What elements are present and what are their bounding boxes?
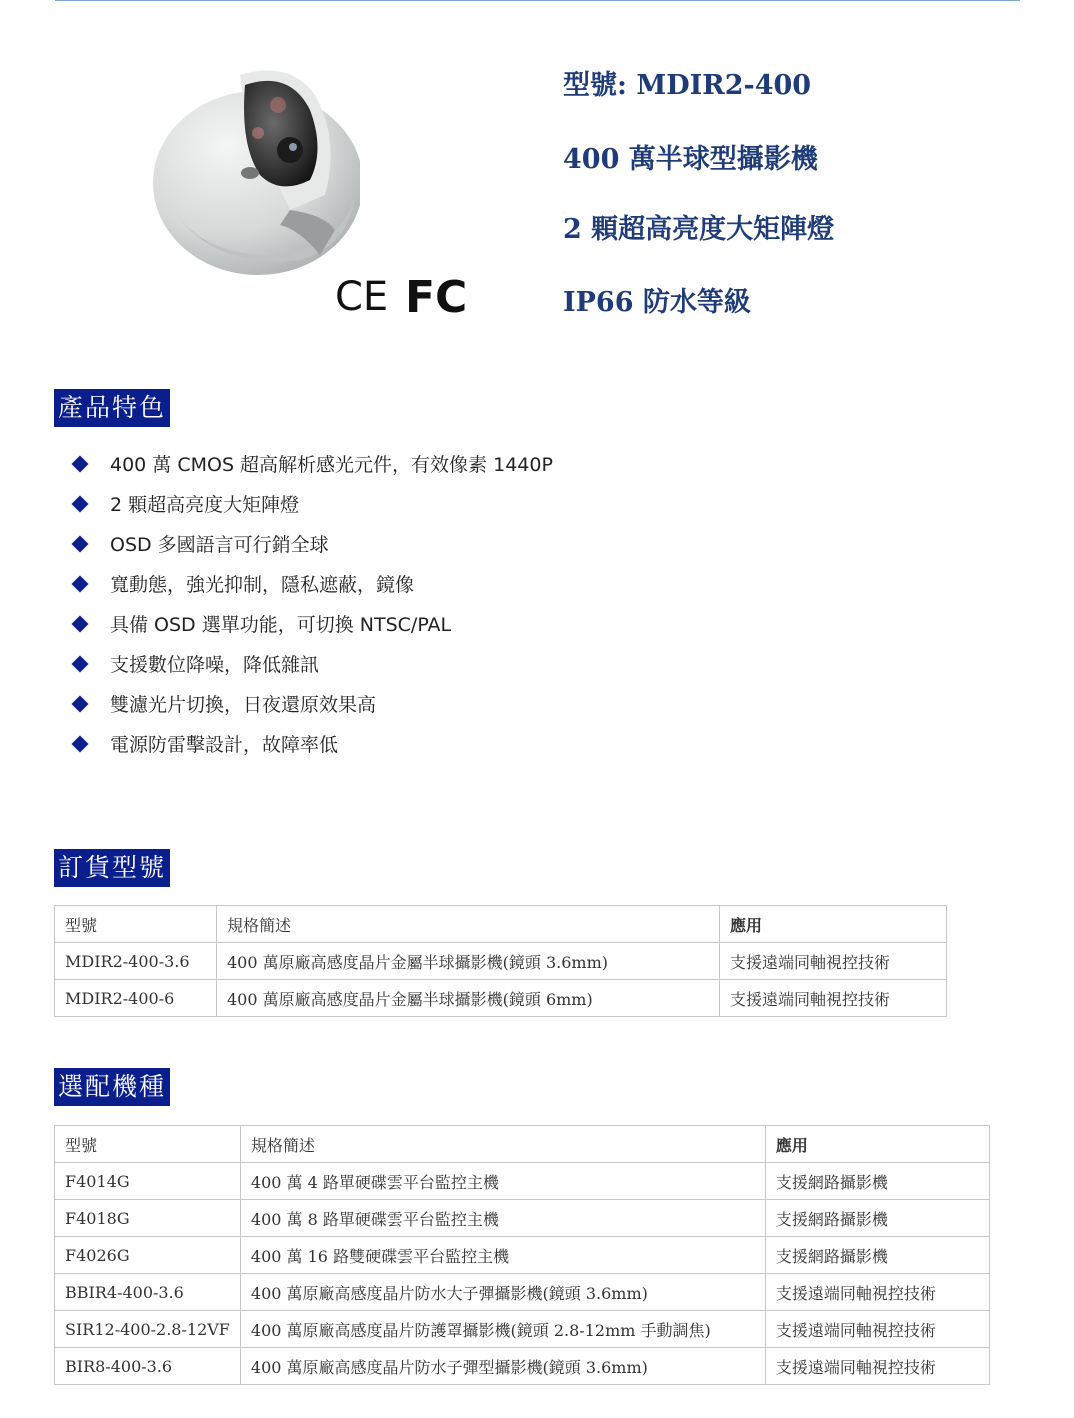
description-cell: 400 萬 16 路雙硬碟雲平台監控主機: [240, 1237, 765, 1274]
table-row: [55, 1200, 990, 1237]
ce-mark: CE: [335, 274, 389, 320]
model-cell: MDIR2-400-3.6: [55, 943, 217, 980]
column-header: 規格簡述: [217, 906, 720, 943]
dome-camera-image: [150, 55, 360, 280]
model-cell: BBIR4-400-3.6: [55, 1274, 241, 1311]
description-cell: 400 萬原廠高感度晶片金屬半球攝影機(鏡頭 3.6mm): [217, 943, 720, 980]
diamond-bullet-icon: [72, 496, 89, 513]
diamond-bullet-icon: [72, 656, 89, 673]
model-cell: F4018G: [55, 1200, 241, 1237]
table-row: [55, 1274, 990, 1311]
description-cell: 400 萬原廠高感度晶片金屬半球攝影機(鏡頭 6mm): [217, 980, 720, 1017]
column-header: 型號: [55, 1126, 241, 1163]
model-number: 型號: MDIR2-400: [563, 70, 812, 101]
model-cell: F4026G: [55, 1237, 241, 1274]
diamond-bullet-icon: [72, 616, 89, 633]
diamond-bullet-icon: [72, 736, 89, 753]
application-cell: 支援遠端同軸視控技術: [765, 1274, 989, 1311]
description-cell: 400 萬原廠高感度晶片防水大子彈攝影機(鏡頭 3.6mm): [240, 1274, 765, 1311]
table-row: [55, 1348, 990, 1385]
application-cell: 支援遠端同軸視控技術: [765, 1348, 989, 1385]
optional-models-table: [54, 1125, 990, 1385]
diamond-bullet-icon: [72, 456, 89, 473]
table-row: [55, 1311, 990, 1348]
table-row: [55, 1237, 990, 1274]
diamond-bullet-icon: [72, 696, 89, 713]
spec-line: IP66 防水等級: [563, 287, 751, 318]
column-header: 規格簡述: [240, 1126, 765, 1163]
diamond-bullet-icon: [72, 536, 89, 553]
model-cell: BIR8-400-3.6: [55, 1348, 241, 1385]
model-cell: MDIR2-400-6: [55, 980, 217, 1017]
table-row: [55, 943, 947, 980]
features-heading: 產品特色: [54, 389, 170, 427]
application-cell: 支援遠端同軸視控技術: [765, 1311, 989, 1348]
top-rule: [55, 0, 1020, 1]
optional-models-heading: 選配機種: [54, 1068, 170, 1106]
description-cell: 400 萬原廠高感度晶片防護罩攝影機(鏡頭 2.8-12mm 手動調焦): [240, 1311, 765, 1348]
description-cell: 400 萬 8 路單硬碟雲平台監控主機: [240, 1200, 765, 1237]
column-header: 型號: [55, 906, 217, 943]
certification-marks: [335, 270, 475, 320]
table-header-row: [55, 1126, 990, 1163]
description-cell: 400 萬原廠高感度晶片防水子彈型攝影機(鏡頭 3.6mm): [240, 1348, 765, 1385]
table-row: [55, 980, 947, 1017]
spec-line: 400 萬半球型攝影機: [563, 144, 818, 175]
application-cell: 支援網路攝影機: [765, 1237, 989, 1274]
model-cell: F4014G: [55, 1163, 241, 1200]
column-header: 應用: [720, 906, 947, 943]
column-header: 應用: [765, 1126, 989, 1163]
table-header-row: [55, 906, 947, 943]
spec-line: 2 顆超高亮度大矩陣燈: [563, 214, 835, 245]
fc-mark: FC: [405, 272, 468, 320]
application-cell: 支援網路攝影機: [765, 1163, 989, 1200]
description-cell: 400 萬 4 路單硬碟雲平台監控主機: [240, 1163, 765, 1200]
table-row: [55, 1163, 990, 1200]
application-cell: 支援遠端同軸視控技術: [720, 943, 947, 980]
application-cell: 支援網路攝影機: [765, 1200, 989, 1237]
application-cell: 支援遠端同軸視控技術: [720, 980, 947, 1017]
order-models-table: [54, 905, 947, 1017]
diamond-bullet-icon: [72, 576, 89, 593]
order-models-heading: 訂貨型號: [54, 849, 170, 887]
model-cell: SIR12-400-2.8-12VF: [55, 1311, 241, 1348]
